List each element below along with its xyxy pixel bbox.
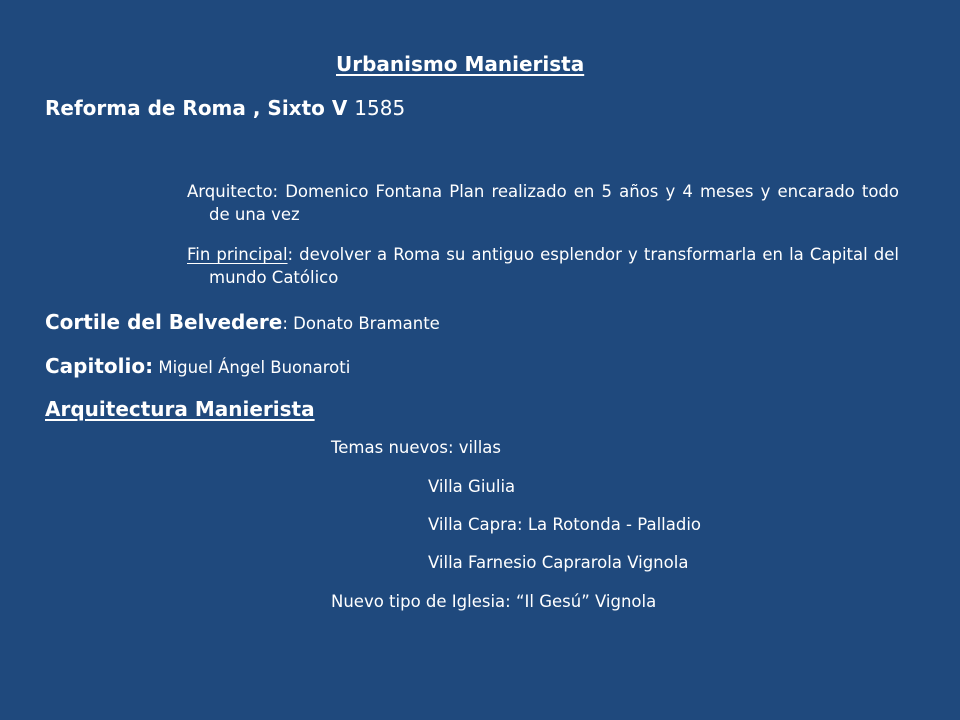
reforma-heading bbox=[45, 96, 405, 120]
arquitectura-manierista-heading: Arquitectura Manierista bbox=[45, 397, 315, 421]
reforma-year: 1585 bbox=[354, 96, 406, 120]
cortile-line bbox=[45, 310, 440, 334]
nuevo-tipo-iglesia: Nuevo tipo de Iglesia: “Il Gesú” Vignola bbox=[331, 592, 657, 611]
temas-nuevos: Temas nuevos: villas bbox=[331, 438, 502, 457]
villa-capra-item: Villa Capra: La Rotonda - Palladio bbox=[428, 515, 702, 534]
capitolio-line bbox=[45, 354, 350, 378]
arquitecto-paragraph: Arquitecto: Domenico Fontana Plan realizado en 5 años y 4 meses y encarado todo de una vez bbox=[187, 182, 899, 224]
slide-title: Urbanismo Manierista bbox=[336, 52, 585, 76]
villa-farnesio-item: Villa Farnesio Caprarola Vignola bbox=[428, 553, 689, 572]
capitolio-label: Capitolio: bbox=[45, 354, 154, 378]
fin-principal-paragraph bbox=[187, 243, 899, 289]
cortile-detail: : Donato Bramante bbox=[282, 314, 440, 333]
cortile-label: Cortile del Belvedere bbox=[45, 310, 283, 334]
fin-principal-label: Fin principal bbox=[187, 245, 288, 264]
capitolio-detail: Miguel Ángel Buonaroti bbox=[153, 358, 351, 377]
villa-giulia-item: Villa Giulia bbox=[428, 477, 516, 496]
reforma-label: Reforma de Roma , Sixto V bbox=[45, 96, 348, 120]
fin-principal-text: : devolver a Roma su antiguo esplendor y transformarla en la Capital del mundo Católico bbox=[209, 245, 900, 287]
